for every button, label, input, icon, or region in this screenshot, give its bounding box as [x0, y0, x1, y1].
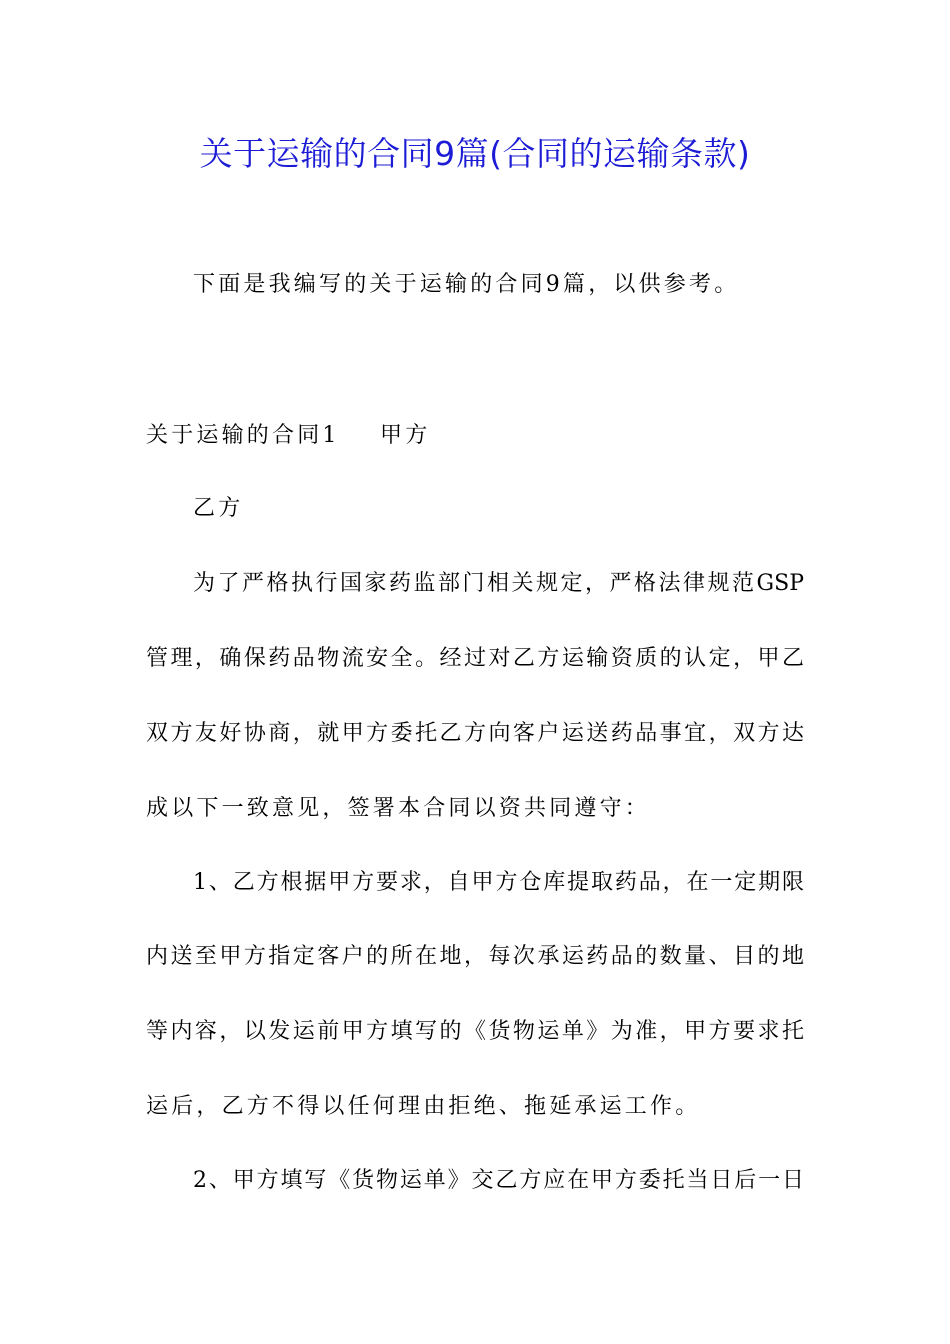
- section-heading: 关于运输的合同1: [146, 423, 340, 448]
- paragraph-line: 为了严格执行国家药监部门相关规定，严格法律规范GSP: [193, 571, 804, 596]
- party-a-label: 甲方: [380, 423, 431, 448]
- paragraph-line: 成以下一致意见，签署本合同以资共同遵守：: [146, 796, 651, 821]
- paragraph-line: 双方友好协商，就甲方委托乙方向客户运送药品事宜，双方达: [146, 721, 804, 746]
- clause-line: 内送至甲方指定客户的所在地，每次承运药品的数量、目的地: [146, 944, 804, 969]
- paragraph-line: 管理，确保药品物流安全。经过对乙方运输资质的认定，甲乙: [146, 646, 804, 671]
- clause-line: 运后，乙方不得以任何理由拒绝、拖延承运工作。: [146, 1094, 701, 1119]
- clause-line: 等内容，以发运前甲方填写的《货物运单》为准，甲方要求托: [146, 1019, 804, 1044]
- document-title: 关于运输的合同9篇(合同的运输条款): [199, 134, 751, 173]
- clause-line: 1、乙方根据甲方要求，自甲方仓库提取药品，在一定期限: [193, 870, 804, 895]
- clause-line: 2、甲方填写《货物运单》交乙方应在甲方委托当日后一日: [193, 1168, 804, 1193]
- party-b-label: 乙方: [193, 496, 244, 521]
- intro-paragraph: 下面是我编写的关于运输的合同9篇，以供参考。: [193, 272, 740, 297]
